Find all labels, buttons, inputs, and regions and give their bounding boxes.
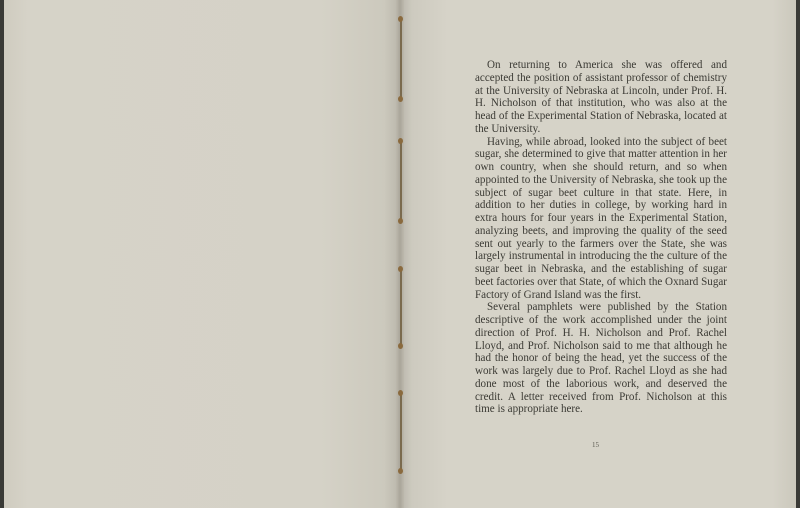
binding-thread bbox=[400, 140, 402, 220]
binding-knot bbox=[398, 218, 403, 224]
binding-knot bbox=[398, 266, 403, 272]
binding-knot bbox=[398, 96, 403, 102]
binding-knot bbox=[398, 138, 403, 144]
binding-thread bbox=[400, 268, 402, 346]
binding-thread bbox=[400, 392, 402, 472]
body-text bbox=[475, 59, 727, 416]
binding-knot bbox=[398, 16, 403, 22]
paragraph-2: Having, while abroad, looked into the subject of beet sugar, she determined to give that matter attention in her own country, when she should return, and so when appointed to the University of Nebraska, she took up the subject of sugar beet culture in that state. Here, in addition to her duties in college, by working hard in extra hours for four years in the Experimental Station, analyzing beets, and improving the quality of the seed sent out yearly to the farmers over the State, she was largely instrumental in introducing the the culture of the sugar beet in Nebraska, and the establishing of sugar beet factories over that State, of which the Oxnard Sugar Factory of Grand Island was the first. bbox=[475, 135, 727, 301]
binding-knot bbox=[398, 390, 403, 396]
page-number: 15 bbox=[592, 441, 599, 449]
paragraph-1: On returning to America she was offered and accepted the position of assistant professor of chemistry at the University of Nebraska at Lincoln, under Prof. H. H. Nicholson of that institution, who was also at the head of the Experimental Station of Nebraska, located at the University. bbox=[475, 59, 727, 135]
paragraph-3: Several pamphlets were published by the Station descriptive of the work accomplished under the joint direction of Prof. H. H. Nicholson and Prof. Rachel Lloyd, and Prof. Nicholson said to me that although he had the honor of being the head, yet the success of the work was largely due to Prof. Rachel Lloyd as she had done most of the laborious work, and deserved the credit. A letter received from Prof. Nicholson at this time is appropriate here. bbox=[475, 301, 727, 416]
binding-knot bbox=[398, 468, 403, 474]
binding-thread bbox=[400, 18, 402, 98]
left-page-blank bbox=[4, 0, 400, 508]
binding-knot bbox=[398, 343, 403, 349]
